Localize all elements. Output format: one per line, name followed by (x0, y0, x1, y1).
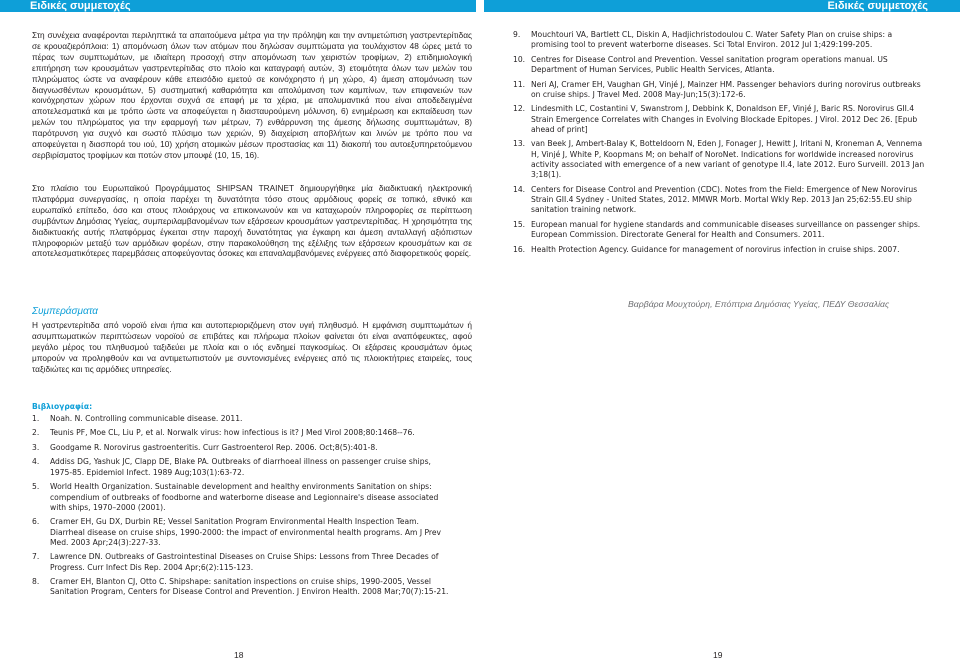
paragraph-text: Στη συνέχεια αναφέρονται περιληπτικά τα απαιτούμενα μέτρα για την πρόληψη και την αντιμετώπιση γαστρεντερίτιδας σε κρουαζιερόπλοια: 1) απομόνωση όλων των ατόμων που δηλώσαν συμπτώματα για τουλάχιστον 48 ώρες μετά το πέρας των συμπτωμάτων, με ιδιαίτερη προσοχή στην απομόνωση των χειριστών τροφίμων, 2) επιδημιολογική επιτήρηση των κρουσμάτων γαστρεντερίτιδας στο πλοίο και καταγραφή αυτών, 3) ετοιμότητα όλων των μελών του πληρώματος ώστε να αναφέρουν κάθε επεισόδιο εμετού σε κοινόχρηστο ή μη χώρο, 4) άμεση απομόνωση των διαγνωσθέντων κρουσμάτων, 5) συστηματική καθαριότητα και απολύμανση των καμπίνων, των επιφανειών των κοινόχρηστων χώρων που έρχονται συχνά σε επαφή με τα χέρια, με απολυμαντικά που είναι αποδεδειγμένα αποτελεσματικά και με τρόπο ώστε να αποφεύγεται η διασταυρούμενη μόλυνση, 6) ενημέρωση και εκπαίδευση των μελών του πληρώματος για την εφαρμογή των μέτρων, 7) ενθάρρυνση της άμεσης δήλωσης συμπτωμάτων, 8) παρότρυνση για συχνό και σωστό πλύσιμο των χεριών, 9) διαχείριση αποβλήτων και λινών με τρόπο που να αποφεύγεται η διασπορά του ιού, 10) χρήση ατομικών μέσων προστασίας και 11) διακοπή του αυτοεξυπηρετούμενου σερβιρίσματος τροφίμων και ποτών στον μπουφέ (10, 15, 16). (32, 30, 472, 160)
reference-item (32, 414, 452, 424)
reference-item (32, 428, 452, 438)
reference-item (513, 139, 928, 180)
reference-text: Cramer EH, Gu DX, Durbin RE; Vessel Sanitation Program Environmental Health Inspection Team. Diarrheal disease on cruise ships, 1990-2000: the impact of environmental health programs. Am J Prev Med. 2003 Apr;24(3):227-33. (50, 517, 442, 547)
reference-item (32, 577, 452, 598)
reference-text: Centers for Disease Control and Prevention (CDC). Notes from the Field: Emergence of New Norovirus Strain GII.4 Sydney - United States, 2012. MMWR Morb. Mortal Wkly Rep. 2013 Jan 25;62:55.EU ship sanitation training network. (531, 184, 918, 215)
reference-number: 8. (32, 577, 40, 587)
conclusions-heading: Συμπεράσματα (32, 306, 99, 317)
reference-text: Lindesmith LC, Costantini V, Swanstrom J, Debbink K, Donaldson EF, Vinjé J, Baric RS. Norovirus GII.4 Strain Emergence Correlates with Changes in Evolving Blockade Epitopes. J Virol. 2012 Dec 26. [Epub ahead of print] (531, 104, 918, 134)
reference-list-right (513, 30, 928, 259)
reference-text: van Beek J, Ambert-Balay K, Botteldoorn N, Eden J, Fonager J, Hewitt J, Iritani N, Kroneman A, Vennema H, Vinjé J, White P, Koopmans M; on behalf of NoroNet. Indications for worldwide increased norovirus activity associated with emergence of a new variant of genotype II.4, late 2012. Euro Surveill. 2013 Jan 3;18(1). (531, 139, 925, 180)
reference-number: 1. (32, 414, 40, 423)
reference-text: Cramer EH, Blanton CJ, Otto C. Shipshape: sanitation inspections on cruise ships, 1990-2005, Vessel Sanitation Program, Centers for Disease Control and Prevention. J Environ Health. 2008 Mar;70(7):15-21. (50, 577, 449, 597)
reference-text: Centres for Disease Control and Prevention. Vessel sanitation program operations manual. US Department of Human Services, Public Health Services, Atlanta. (531, 54, 888, 75)
reference-item (32, 517, 452, 548)
reference-number: 15. (513, 219, 526, 229)
reference-number: 4. (32, 457, 40, 467)
reference-text: Health Protection Agency. Guidance for management of norovirus infection in cruise ships. 2007. (531, 244, 900, 254)
reference-number: 3. (32, 442, 40, 452)
reference-number: 7. (32, 552, 40, 562)
paragraph-text: Στο πλαίσιο του Ευρωπαϊκού Προγράμματος SHIPSAN TRAINET δημιουργήθηκε μία διαδικτυακή ηλεκτρονική πλατφόρμα συνεργασίας, η οποία παρέχει τη δυνατότητα τόσο στους αρμόδιους φορείς σε τοπικό, εθνικό και ευρωπαϊκό επίπεδο, όσο και στους πλοιάρχους να επικοινωνούν και να καταχωρούν πληροφορίες σε περίπτωση συμβάντων Δημόσιας Υγείας, συμπεριλαμβανομένων των εξάρσεων κρουσμάτων γαστρεντερίτιδας. Η χρησιμότητα της διαδικτυακής αυτής πλατφόρμας έγκειται στην παροχή δυνατότητας για έγκαιρη και άμεση ανταλλαγή αξιόπιστων πληροφοριών μεταξύ των αρμόδιων φορέων, στην παρακολούθηση της εξέλιξης των εξάρσεων κρουσμάτων και σε αποτελεσματικότερες παρεμβάσεις αποφεύγοντας όσοκες και επαναλαμβανόμενες ενέργειες από διαφορετικούς φορείς. (32, 183, 472, 259)
reference-text: Mouchtouri VA, Bartlett CL, Diskin A, Hadjichristodoulou C. Water Safety Plan on cruise ships: a promising tool to prevent waterborne diseases. Sci Total Environ. 2012 Jul 1;429:199-205. (531, 30, 893, 50)
reference-item (513, 80, 928, 101)
reference-list-left (32, 414, 452, 602)
reference-text: Neri AJ, Cramer EH, Vaughan GH, Vinjé J, Mainzer HM. Passenger behaviors during norovirus outbreaks on cruise ships. J Travel Med. 2008 May-Jun;15(3):172-6. (531, 79, 921, 99)
reference-item (32, 552, 452, 573)
reference-text: Noah. N. Controlling communicable disease. 2011. (50, 414, 243, 423)
reference-number: 2. (32, 428, 40, 438)
reference-number: 12. (513, 104, 526, 114)
reference-item (32, 443, 452, 453)
reference-item (513, 30, 928, 51)
reference-number: 6. (32, 517, 40, 527)
reference-number: 13. (513, 139, 526, 149)
author-credit: Βαρβάρα Μουχτούρη, Επόπτρια Δημόσιας Υγείας, ΠΕΔΥ Θεσσαλίας (628, 299, 890, 309)
reference-item (32, 457, 452, 478)
page-number-left: 18 (234, 650, 244, 660)
reference-item (513, 245, 928, 255)
reference-item (513, 185, 928, 216)
reference-item (513, 104, 928, 135)
reference-item (513, 220, 928, 241)
reference-text: Teunis PF, Moe CL, Liu P, et al. Norwalk virus: how infectious is it? J Med Virol 2008;80:1468--76. (50, 428, 415, 438)
reference-number: 5. (32, 482, 40, 492)
reference-text: World Health Organization. Sustainable development and healthy environments Sanitation on ships: compendium of outbreaks of foodborne and waterborne disease and Legionnaire's disease associated with ships, 1970–2000 (2001). (50, 482, 439, 512)
section-title-right: Ειδικές συμμετοχές (827, 0, 928, 12)
header-bar-left (0, 0, 476, 12)
header-bar-right (484, 0, 960, 12)
bibliography-heading: Βιβλιογραφία: (32, 402, 93, 411)
reference-number: 16. (513, 244, 526, 254)
page-number-right: 19 (713, 650, 723, 660)
reference-item (513, 55, 928, 76)
section-title-left: Ειδικές συμμετοχές (30, 0, 131, 12)
reference-text: European manual for hygiene standards and communicable diseases surveillance on passenger ships. European Commission. Directorate General for Health and Consumers. 2011. (531, 219, 921, 240)
reference-item (32, 482, 452, 513)
reference-text: Lawrence DN. Outbreaks of Gastrointestinal Diseases on Cruise Ships: Lessons from Three Decades of Progress. Curr Infect Dis Rep. 2004 Apr;6(2):115-123. (50, 552, 439, 572)
body-paragraph-measures (32, 30, 472, 161)
reference-number: 14. (513, 184, 526, 194)
body-paragraph-shipsan (32, 183, 472, 259)
reference-text: Goodgame R. Norovirus gastroenteritis. Curr Gastroenterol Rep. 2006. Oct;8(5):401-8. (50, 442, 378, 452)
reference-number: 11. (513, 79, 526, 89)
reference-number: 10. (513, 54, 526, 64)
reference-number: 9. (513, 30, 521, 39)
reference-text: Addiss DG, Yashuk JC, Clapp DE, Blake PA. Outbreaks of diarrhoeal illness on passenger cruise ships, 1975-85. Epidemiol Infect. 1989 Aug;103(1):63-72. (50, 457, 431, 477)
conclusions-text: Η γαστρεντερίτιδα από νοροϊό είναι ήπια και αυτοπεριοριζόμενη στον υγιή πληθυσμό. Η εμφάνιση συμπτωμάτων ή ασυμπτωματικών περιπτώσεων νοροϊού σε επιβάτες και πλήρωμα πλοίων φαίνεται ότι είναι αναπόφευκτες, αφού μεγάλο μέρος του πληθυσμού ταξιδεύει με πλοία και ο ιός ενδημεί παγκοσμίως. Οι εξάρσεις κρουσμάτων όμως μπορούν να προληφθούν και να αντιμετωπιστούν με συντονισμένες ενέργειες από τις πλοιοκτήτριες εταιρείες, τους ταξιδιώτες και τις αρμόδιες υπηρεσίες. (32, 320, 472, 374)
